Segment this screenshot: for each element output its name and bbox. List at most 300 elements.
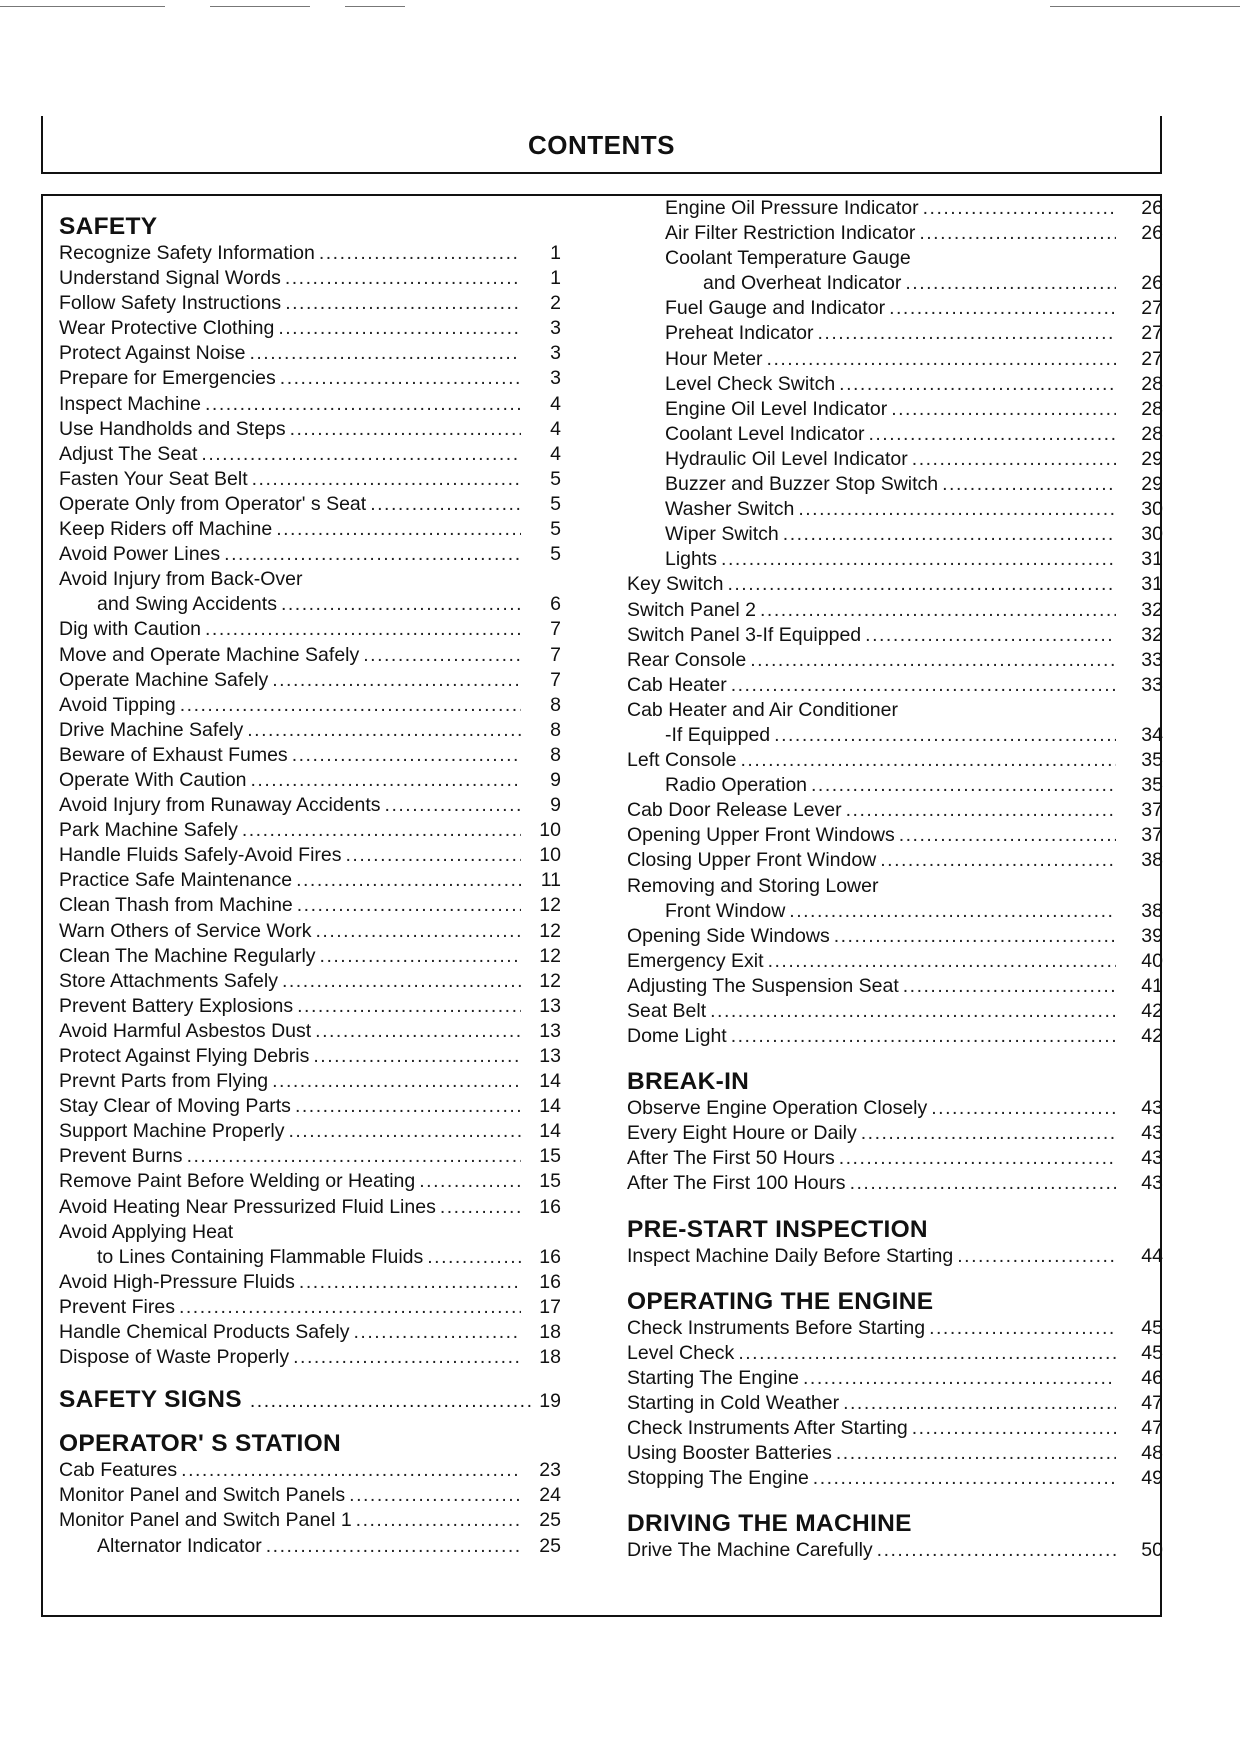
page-number: 8 bbox=[550, 743, 561, 766]
toc-entry-label: Observe Engine Operation Closely bbox=[627, 1097, 928, 1120]
toc-entry-label: Warn Others of Service Work bbox=[59, 919, 312, 942]
toc-entry[interactable] bbox=[627, 372, 1163, 397]
safety-entry-list bbox=[59, 241, 561, 1370]
toc-entry[interactable] bbox=[627, 472, 1163, 497]
toc-entry[interactable] bbox=[59, 969, 561, 994]
dot-leader bbox=[281, 592, 521, 617]
page-number: 13 bbox=[539, 1045, 561, 1067]
toc-entry-label: Coolant Temperature Gauge bbox=[665, 247, 911, 270]
toc-entry-label: Starting in Cold Weather bbox=[627, 1391, 840, 1414]
page-number: 50 bbox=[1141, 1539, 1163, 1562]
toc-entry-label: Avoid Tipping bbox=[59, 693, 176, 716]
toc-entry[interactable] bbox=[627, 1146, 1163, 1171]
toc-entry[interactable] bbox=[59, 1295, 561, 1320]
toc-entry-label: Inspect Machine bbox=[59, 392, 201, 415]
dot-leader bbox=[249, 341, 521, 366]
toc-entry[interactable] bbox=[627, 598, 1163, 623]
dot-leader bbox=[919, 221, 1116, 246]
toc-entry[interactable] bbox=[59, 643, 561, 668]
dot-leader bbox=[865, 623, 1116, 648]
page-number: 45 bbox=[1141, 1316, 1163, 1339]
toc-entry-label: Washer Switch bbox=[665, 498, 795, 521]
toc-entry[interactable] bbox=[627, 949, 1163, 974]
dot-leader bbox=[385, 793, 521, 818]
page-number: 38 bbox=[1141, 899, 1163, 922]
toc-entry[interactable] bbox=[59, 617, 561, 642]
toc-entry[interactable] bbox=[627, 848, 1163, 873]
toc-entry[interactable] bbox=[59, 1169, 561, 1194]
toc-entry[interactable] bbox=[59, 1144, 561, 1169]
dot-leader bbox=[880, 848, 1116, 873]
toc-entry[interactable] bbox=[59, 392, 561, 417]
page-number: 35 bbox=[1141, 749, 1163, 772]
toc-entry-label: Operate Only from Operator' s Seat bbox=[59, 492, 367, 515]
toc-entry[interactable] bbox=[627, 246, 1163, 271]
toc-entry[interactable] bbox=[59, 1119, 561, 1144]
title-box bbox=[41, 116, 1162, 174]
dot-leader bbox=[250, 1387, 533, 1416]
toc-entry-label: Avoid Injury from Back-Over bbox=[59, 568, 303, 591]
page-number: 5 bbox=[550, 492, 561, 515]
page-number: 47 bbox=[1141, 1391, 1163, 1414]
toc-entry[interactable] bbox=[59, 542, 561, 567]
toc-entry[interactable] bbox=[59, 1534, 561, 1559]
toc-entry[interactable] bbox=[59, 868, 561, 893]
toc-entry-label: Avoid High-Pressure Fluids bbox=[59, 1270, 295, 1293]
toc-entry-label: Monitor Panel and Switch Panel 1 bbox=[59, 1509, 352, 1532]
toc-entry-label: Use Handholds and Steps bbox=[59, 417, 286, 440]
toc-entry-label: Store Attachments Safely bbox=[59, 969, 278, 992]
toc-entry[interactable] bbox=[627, 723, 1163, 748]
toc-entry[interactable] bbox=[59, 818, 561, 843]
toc-entry[interactable] bbox=[59, 1069, 561, 1094]
page-number: 29 bbox=[1141, 473, 1163, 496]
driving-machine-entry-list bbox=[627, 1538, 1163, 1563]
page-number: 9 bbox=[550, 794, 561, 817]
toc-entry[interactable] bbox=[627, 1466, 1163, 1491]
toc-entry[interactable] bbox=[627, 874, 1163, 899]
toc-entry[interactable] bbox=[59, 366, 561, 391]
page-number: 3 bbox=[550, 367, 561, 390]
toc-entry[interactable] bbox=[59, 994, 561, 1019]
dot-leader bbox=[440, 1195, 521, 1220]
toc-entry[interactable] bbox=[627, 1096, 1163, 1121]
page-number: 25 bbox=[539, 1509, 561, 1532]
toc-entry-label: Removing and Storing Lower bbox=[627, 874, 879, 897]
page-number: 16 bbox=[539, 1270, 561, 1293]
dot-leader bbox=[710, 999, 1116, 1024]
toc-entry-label: and Swing Accidents bbox=[97, 593, 277, 616]
page-number: 13 bbox=[539, 994, 561, 1017]
toc-entry-label: Hydraulic Oil Level Indicator bbox=[665, 447, 908, 470]
toc-entry[interactable] bbox=[627, 522, 1163, 547]
toc-entry[interactable] bbox=[627, 1316, 1163, 1341]
page-number: 1 bbox=[550, 267, 561, 290]
page-number: 49 bbox=[1141, 1467, 1163, 1490]
page-number: 47 bbox=[1141, 1417, 1163, 1440]
toc-entry-label: to Lines Containing Flammable Fluids bbox=[97, 1245, 424, 1268]
toc-entry[interactable] bbox=[59, 718, 561, 743]
toc-entry[interactable] bbox=[59, 1508, 561, 1533]
dot-leader bbox=[803, 1366, 1116, 1391]
toc-entry[interactable] bbox=[59, 743, 561, 768]
toc-entry[interactable] bbox=[627, 321, 1163, 346]
dot-leader bbox=[741, 748, 1117, 773]
dot-leader bbox=[296, 868, 521, 893]
toc-entry[interactable] bbox=[627, 1391, 1163, 1416]
page-number: 13 bbox=[539, 1019, 561, 1042]
toc-entry[interactable] bbox=[627, 648, 1163, 673]
page-number: 42 bbox=[1141, 1025, 1163, 1048]
toc-entry[interactable] bbox=[627, 924, 1163, 949]
dot-leader bbox=[836, 1441, 1116, 1466]
section-heading-pre-start-inspection: PRE-START INSPECTION bbox=[627, 1215, 928, 1243]
toc-entry-label: Prevent Battery Explosions bbox=[59, 994, 294, 1017]
page-number: 26 bbox=[1141, 272, 1163, 295]
toc-entry-label: Cab Heater bbox=[627, 673, 727, 696]
toc-entry[interactable] bbox=[627, 673, 1163, 698]
page-number: 12 bbox=[539, 969, 561, 992]
dot-leader bbox=[850, 1171, 1116, 1196]
toc-entry[interactable] bbox=[59, 467, 561, 492]
page-number: 17 bbox=[539, 1295, 561, 1318]
toc-entry[interactable] bbox=[627, 899, 1163, 924]
dot-leader bbox=[295, 1094, 521, 1119]
toc-entry[interactable] bbox=[59, 768, 561, 793]
toc-entry-label: Level Check Switch bbox=[665, 372, 836, 395]
toc-entry[interactable] bbox=[627, 447, 1163, 472]
dot-leader bbox=[272, 668, 521, 693]
section-heading-driving-the-machine: DRIVING THE MACHINE bbox=[627, 1510, 912, 1538]
dot-leader bbox=[252, 467, 521, 492]
toc-entry[interactable] bbox=[627, 547, 1163, 572]
toc-entry[interactable] bbox=[59, 1094, 561, 1119]
toc-entry[interactable] bbox=[59, 1220, 561, 1245]
toc-entry-label: Drive Machine Safely bbox=[59, 718, 244, 741]
toc-entry[interactable] bbox=[627, 1341, 1163, 1366]
toc-entry[interactable] bbox=[59, 1458, 561, 1483]
dot-leader bbox=[370, 492, 521, 517]
pre-start-entry-list bbox=[627, 1244, 1163, 1269]
toc-entry-label: Protect Against Noise bbox=[59, 342, 246, 365]
toc-entry-label: Clean The Machine Regularly bbox=[59, 944, 316, 967]
section-heading-safety: SAFETY bbox=[59, 213, 158, 240]
toc-entry-label: Prevent Fires bbox=[59, 1295, 175, 1318]
page-number: 45 bbox=[1141, 1341, 1163, 1364]
page-number: 5 bbox=[550, 518, 561, 541]
toc-entry-label: Radio Operation bbox=[665, 774, 808, 797]
toc-entry-label: Stopping The Engine bbox=[627, 1467, 809, 1490]
dot-leader bbox=[251, 768, 521, 793]
dot-leader bbox=[889, 296, 1116, 321]
dot-leader bbox=[843, 1391, 1116, 1416]
toc-entry-label: Dig with Caution bbox=[59, 618, 201, 641]
page-number: 31 bbox=[1141, 548, 1163, 571]
toc-entry-label: Monitor Panel and Switch Panels bbox=[59, 1484, 346, 1507]
page-number: 3 bbox=[550, 342, 561, 365]
page-number: 24 bbox=[539, 1484, 561, 1507]
page-number: 4 bbox=[550, 392, 561, 415]
page-number: 14 bbox=[539, 1095, 561, 1118]
toc-entry-label: Keep Riders off Machine bbox=[59, 518, 273, 541]
toc-entry[interactable] bbox=[627, 296, 1163, 321]
toc-entry[interactable] bbox=[627, 397, 1163, 422]
toc-entry[interactable] bbox=[59, 944, 561, 969]
toc-entry-label: Left Console bbox=[627, 749, 737, 772]
operating-engine-entry-list bbox=[627, 1316, 1163, 1492]
toc-entry-label: Rear Console bbox=[627, 648, 747, 671]
dot-leader bbox=[891, 397, 1116, 422]
toc-entry[interactable] bbox=[59, 291, 561, 316]
right-column bbox=[627, 196, 1163, 1563]
dot-leader bbox=[731, 1024, 1116, 1049]
dot-leader bbox=[861, 1121, 1116, 1146]
toc-entry-label: Remove Paint Before Welding or Heating bbox=[59, 1170, 416, 1193]
section-heading-break-in: BREAK-IN bbox=[627, 1068, 750, 1096]
dot-leader bbox=[187, 1144, 521, 1169]
toc-entry[interactable] bbox=[627, 748, 1163, 773]
page-number: 35 bbox=[1141, 774, 1163, 797]
toc-entry-label: Engine Oil Pressure Indicator bbox=[665, 197, 919, 219]
toc-entry[interactable] bbox=[59, 341, 561, 366]
toc-entry[interactable] bbox=[59, 1044, 561, 1069]
toc-entry[interactable] bbox=[627, 1416, 1163, 1441]
toc-entry-label: Key Switch bbox=[627, 573, 724, 596]
toc-entry-label: Starting The Engine bbox=[627, 1366, 800, 1389]
page-number: 15 bbox=[539, 1170, 561, 1193]
dot-leader bbox=[293, 1345, 521, 1370]
toc-entry[interactable] bbox=[627, 698, 1163, 723]
toc-entry[interactable] bbox=[627, 974, 1163, 999]
dot-leader bbox=[356, 1508, 521, 1533]
page-number: 10 bbox=[539, 844, 561, 867]
toc-entry[interactable] bbox=[59, 1270, 561, 1295]
dot-leader bbox=[774, 723, 1116, 748]
toc-entry[interactable] bbox=[627, 1121, 1163, 1146]
dot-leader bbox=[931, 1096, 1116, 1121]
toc-entry[interactable] bbox=[627, 1171, 1163, 1196]
page-number: 1 bbox=[550, 242, 561, 264]
toc-entry[interactable] bbox=[59, 517, 561, 542]
toc-entry-label: Inspect Machine Daily Before Starting bbox=[627, 1244, 954, 1267]
toc-entry-label: Every Eight Houre or Daily bbox=[627, 1122, 857, 1145]
page-number: 9 bbox=[550, 768, 561, 791]
toc-entry-label: Hour Meter bbox=[665, 347, 763, 370]
dot-leader bbox=[731, 673, 1116, 698]
section-heading-operating-the-engine: OPERATING THE ENGINE bbox=[627, 1287, 934, 1315]
toc-entry-label: Dispose of Waste Properly bbox=[59, 1346, 290, 1369]
toc-entry[interactable] bbox=[627, 773, 1163, 798]
page-number: 26 bbox=[1141, 222, 1163, 245]
page-number: 7 bbox=[550, 668, 561, 691]
page-number: 27 bbox=[1141, 347, 1163, 370]
dot-leader bbox=[205, 392, 521, 417]
scan-artifact-line bbox=[210, 6, 310, 7]
scan-artifact-line bbox=[1050, 6, 1240, 7]
toc-entry[interactable] bbox=[59, 919, 561, 944]
toc-entry-label: Fasten Your Seat Belt bbox=[59, 467, 248, 490]
dot-leader bbox=[247, 718, 521, 743]
toc-entry[interactable] bbox=[627, 221, 1163, 246]
toc-entry[interactable] bbox=[59, 567, 561, 592]
page-number: 42 bbox=[1141, 1000, 1163, 1022]
dot-leader bbox=[912, 1416, 1116, 1441]
toc-entry[interactable] bbox=[59, 442, 561, 467]
toc-entry-label: Avoid Heating Near Pressurized Fluid Lines bbox=[59, 1195, 436, 1218]
scan-artifact-line bbox=[0, 6, 165, 7]
page-number: 28 bbox=[1141, 372, 1163, 395]
toc-entry[interactable] bbox=[59, 316, 561, 341]
dot-leader bbox=[290, 417, 521, 442]
page-number: 16 bbox=[539, 1245, 561, 1268]
section-heading-safety-signs[interactable] bbox=[59, 1385, 561, 1414]
toc-entry-label: Air Filter Restriction Indicator bbox=[665, 222, 916, 245]
toc-entry-label: Emergency Exit bbox=[627, 949, 764, 972]
toc-entry-label: Check Instruments After Starting bbox=[627, 1417, 908, 1440]
dot-leader bbox=[846, 798, 1116, 823]
dot-leader bbox=[912, 447, 1116, 472]
toc-entry-label: Support Machine Properly bbox=[59, 1120, 285, 1143]
page-number: 8 bbox=[550, 693, 561, 716]
toc-entry[interactable] bbox=[627, 798, 1163, 823]
dot-leader bbox=[760, 598, 1116, 623]
dot-leader bbox=[750, 648, 1116, 673]
toc-entry[interactable] bbox=[627, 271, 1163, 296]
toc-entry[interactable] bbox=[59, 1483, 561, 1508]
page-number: 33 bbox=[1141, 673, 1163, 696]
page-number: 41 bbox=[1141, 974, 1163, 997]
dot-leader bbox=[282, 969, 521, 994]
page-number: 4 bbox=[550, 417, 561, 440]
dot-leader bbox=[288, 1119, 521, 1144]
toc-entry-label: Clean Thash from Machine bbox=[59, 894, 293, 917]
toc-entry-label: Dome Light bbox=[627, 1025, 727, 1048]
page-number: 43 bbox=[1141, 1147, 1163, 1170]
operators-station-entry-list bbox=[59, 1458, 561, 1558]
toc-entry[interactable] bbox=[59, 843, 561, 868]
page-number: 31 bbox=[1141, 573, 1163, 596]
dot-leader bbox=[942, 472, 1116, 497]
toc-entry[interactable] bbox=[59, 893, 561, 918]
toc-entry[interactable] bbox=[59, 793, 561, 818]
dot-leader bbox=[839, 372, 1116, 397]
page-number: 46 bbox=[1141, 1366, 1163, 1389]
toc-entry-label: Recognize Safety Information bbox=[59, 242, 315, 264]
dot-leader bbox=[319, 241, 521, 266]
page-number: 25 bbox=[539, 1534, 561, 1557]
toc-entry-label: Prevnt Parts from Flying bbox=[59, 1070, 269, 1093]
page-number: 43 bbox=[1141, 1097, 1163, 1120]
toc-entry[interactable] bbox=[627, 196, 1163, 221]
toc-entry[interactable] bbox=[627, 1366, 1163, 1391]
section-heading-safety-signs-label: SAFETY SIGNS bbox=[59, 1386, 242, 1414]
toc-entry[interactable] bbox=[59, 1019, 561, 1044]
page-number: 33 bbox=[1141, 648, 1163, 671]
toc-entry-label: Protect Against Flying Debris bbox=[59, 1045, 310, 1067]
dot-leader bbox=[768, 949, 1116, 974]
toc-entry-label: Drive The Machine Carefully bbox=[627, 1539, 873, 1562]
toc-entry-label: Cab Door Release Lever bbox=[627, 799, 842, 822]
toc-entry[interactable] bbox=[627, 422, 1163, 447]
toc-entry-label: Preheat Indicator bbox=[665, 322, 814, 345]
toc-entry[interactable] bbox=[627, 1244, 1163, 1269]
toc-entry[interactable] bbox=[59, 266, 561, 291]
dot-leader bbox=[205, 617, 521, 642]
dot-leader bbox=[297, 994, 521, 1019]
toc-entry[interactable] bbox=[627, 347, 1163, 372]
dot-leader bbox=[798, 497, 1116, 522]
toc-entry-label: Follow Safety Instructions bbox=[59, 292, 282, 315]
dot-leader bbox=[349, 1483, 521, 1508]
dot-leader bbox=[315, 919, 521, 944]
toc-entry-label: Wiper Switch bbox=[665, 523, 779, 546]
page-number: 39 bbox=[1141, 924, 1163, 947]
toc-entry[interactable] bbox=[627, 1024, 1163, 1049]
toc-entry-label: Opening Upper Front Windows bbox=[627, 824, 895, 847]
page-number: 18 bbox=[539, 1321, 561, 1344]
dot-leader bbox=[905, 271, 1116, 296]
contents-box bbox=[41, 194, 1162, 1617]
toc-entry[interactable] bbox=[627, 999, 1163, 1024]
toc-entry[interactable] bbox=[627, 823, 1163, 848]
dot-leader bbox=[789, 899, 1116, 924]
page-number: 5 bbox=[550, 467, 561, 490]
toc-entry[interactable] bbox=[59, 693, 561, 718]
dot-leader bbox=[297, 893, 521, 918]
page-number: 43 bbox=[1141, 1172, 1163, 1195]
toc-entry-label: Prevent Burns bbox=[59, 1145, 183, 1168]
toc-entry-label: After The First 100 Hours bbox=[627, 1172, 846, 1195]
toc-entry[interactable] bbox=[627, 623, 1163, 648]
toc-entry-label: Adjusting The Suspension Seat bbox=[627, 974, 899, 997]
dot-leader bbox=[201, 442, 521, 467]
dot-leader bbox=[292, 743, 521, 768]
toc-entry-label: Coolant Level Indicator bbox=[665, 422, 865, 445]
page-number: 32 bbox=[1141, 598, 1163, 621]
dot-leader bbox=[180, 693, 521, 718]
page-number: 7 bbox=[550, 618, 561, 641]
toc-entry[interactable] bbox=[59, 1245, 561, 1270]
toc-entry[interactable] bbox=[59, 592, 561, 617]
page-number: 15 bbox=[539, 1145, 561, 1168]
page-number: 32 bbox=[1141, 623, 1163, 646]
toc-entry-label: Stay Clear of Moving Parts bbox=[59, 1095, 291, 1118]
toc-entry-label: Prepare for Emergencies bbox=[59, 367, 276, 390]
toc-entry[interactable] bbox=[627, 497, 1163, 522]
toc-entry[interactable] bbox=[627, 1441, 1163, 1466]
dot-leader bbox=[868, 422, 1116, 447]
section-heading-operators-station: OPERATOR' S STATION bbox=[59, 1430, 341, 1458]
dot-leader bbox=[818, 321, 1116, 346]
toc-entry-label: After The First 50 Hours bbox=[627, 1147, 835, 1170]
toc-entry[interactable] bbox=[59, 1195, 561, 1220]
toc-entry[interactable] bbox=[59, 1320, 561, 1345]
toc-entry[interactable] bbox=[59, 668, 561, 693]
toc-entry[interactable] bbox=[59, 241, 561, 266]
page-number: 12 bbox=[539, 944, 561, 967]
dot-leader bbox=[276, 517, 521, 542]
toc-entry-label: Cab Heater and Air Conditioner bbox=[627, 698, 898, 721]
toc-entry[interactable] bbox=[59, 417, 561, 442]
dot-leader bbox=[285, 266, 521, 291]
toc-entry[interactable] bbox=[59, 492, 561, 517]
page-number: 38 bbox=[1141, 849, 1163, 872]
toc-entry[interactable] bbox=[627, 1538, 1163, 1563]
toc-entry[interactable] bbox=[627, 572, 1163, 597]
continued-entry-list bbox=[627, 196, 1163, 1049]
toc-entry-label: Beware of Exhaust Fumes bbox=[59, 743, 288, 766]
toc-entry[interactable] bbox=[59, 1345, 561, 1370]
